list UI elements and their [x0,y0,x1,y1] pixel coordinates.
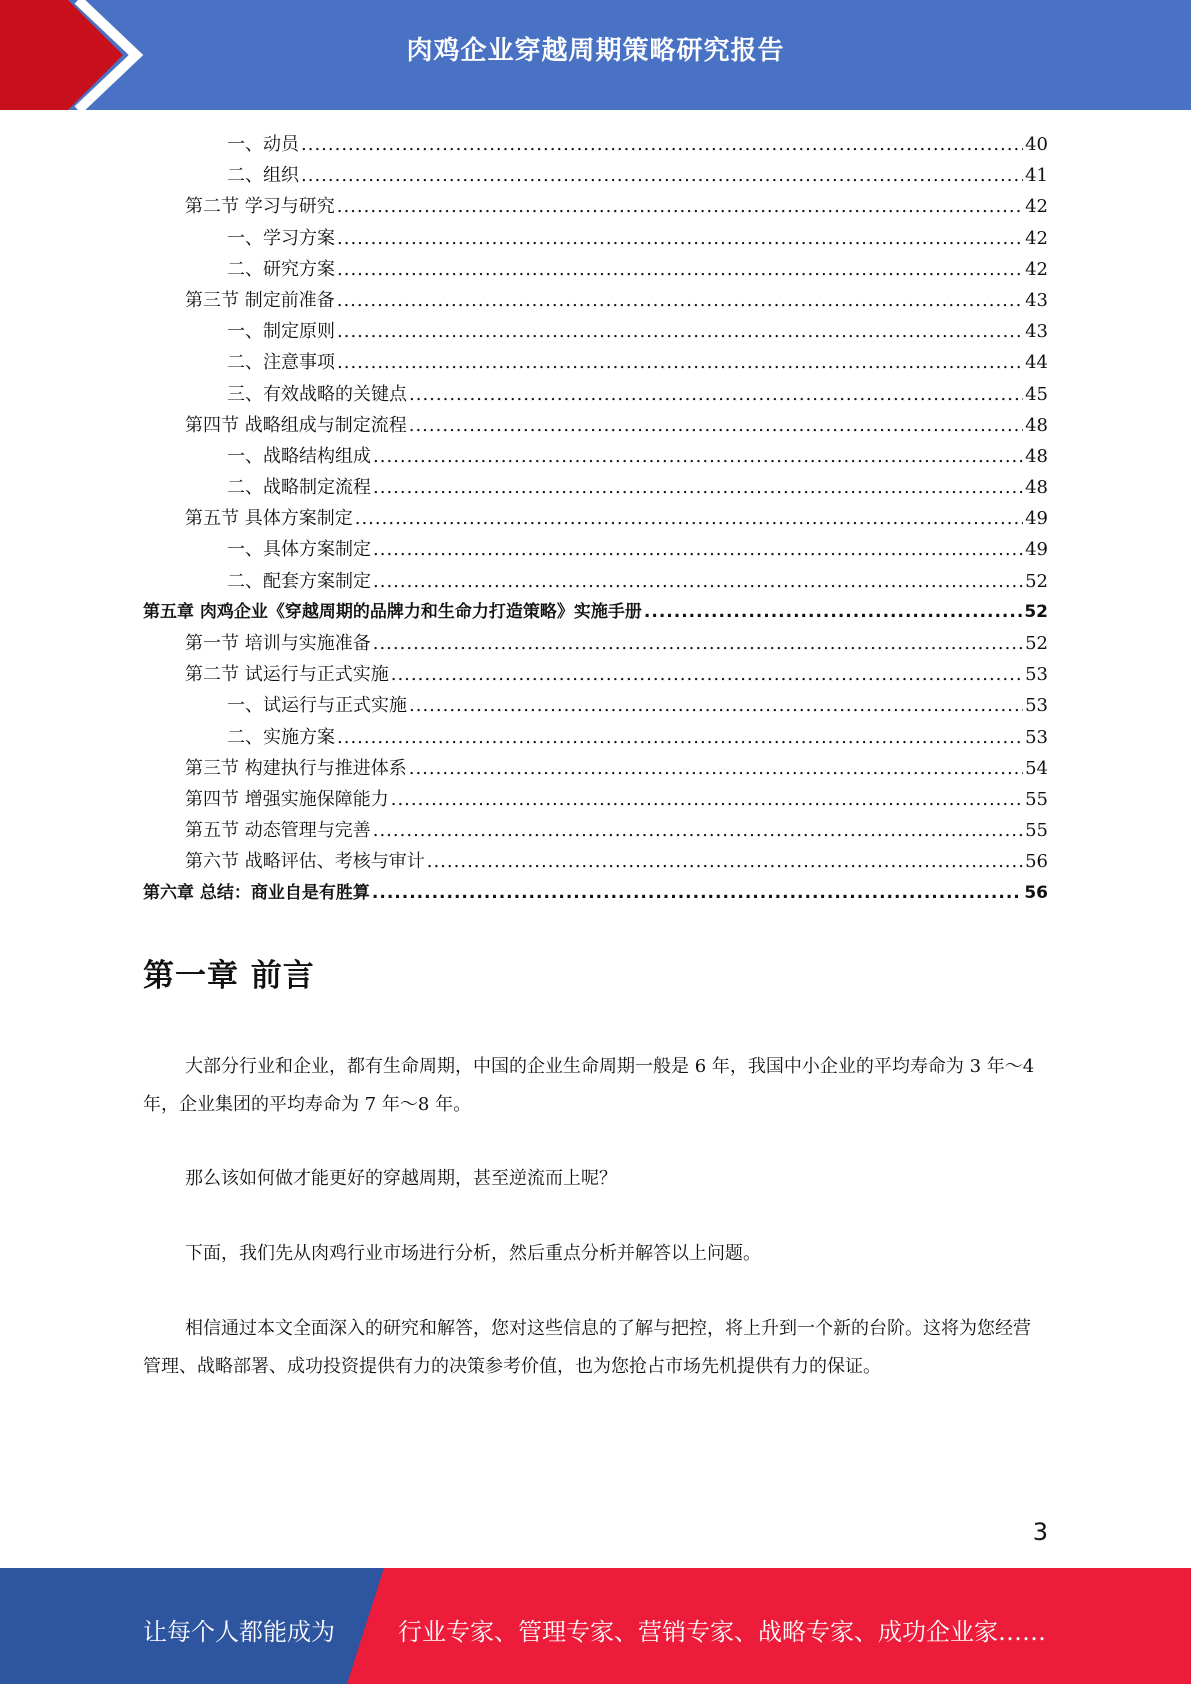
toc-entry[interactable] [143,659,1048,690]
toc-entry[interactable] [143,472,1048,503]
toc-entry-title: 第二节 学习与研究 [185,196,335,218]
toc-entry-title: 第六节 战略评估、考核与审计 [185,851,425,873]
toc-leader-dots [355,503,1023,534]
toc-entry[interactable] [143,223,1048,254]
toc-entry[interactable] [143,690,1048,721]
toc-entry-title: 一、试运行与正式实施 [227,695,407,717]
page-header [0,0,1191,110]
toc-leader-dots [391,784,1023,815]
toc-entry-title: 二、战略制定流程 [227,477,371,499]
table-of-contents [143,129,1048,909]
toc-entry-page: 55 [1025,820,1048,842]
toc-entry-title: 第二节 试运行与正式实施 [185,664,389,686]
toc-entry-page: 40 [1025,134,1048,155]
toc-leader-dots [373,566,1023,597]
toc-entry-title: 二、配套方案制定 [227,570,371,592]
toc-entry-page: 48 [1025,477,1048,499]
toc-leader-dots [301,160,1023,191]
toc-entry-page: 53 [1025,695,1048,717]
toc-leader-dots [373,534,1023,565]
toc-entry[interactable] [143,846,1048,877]
toc-entry-title: 第五节 具体方案制定 [185,508,353,530]
toc-entry[interactable] [143,129,1048,160]
toc-leader-dots [337,223,1023,254]
toc-entry[interactable] [143,347,1048,378]
toc-entry[interactable] [143,441,1048,472]
toc-entry[interactable] [143,160,1048,191]
page-number: 3 [1032,1518,1048,1546]
toc-entry-page: 52 [1025,570,1048,592]
chapter-title: 第一章 前言 [143,958,315,994]
report-title: 肉鸡企业穿越周期策略研究报告 [406,36,785,66]
toc-entry-title: 二、组织 [227,165,299,187]
toc-leader-dots [409,379,1023,410]
toc-entry-title: 第四节 增强实施保障能力 [185,788,389,810]
toc-entry-title: 三、有效战略的关键点 [227,383,407,405]
footer-slogan-left: 让每个人都能成为 [143,1618,335,1646]
toc-entry-page: 56 [1024,882,1048,903]
toc-entry-page: 43 [1025,321,1048,343]
paragraph-1: 大部分行业和企业，都有生命周期，中国的企业生命周期一般是 6 年，我国中小企业的平均寿命为 3 年～4 年，企业集团的平均寿命为 7 年～8 年。 [143,1056,1035,1115]
toc-entry[interactable] [143,316,1048,347]
toc-entry-title: 二、注意事项 [227,352,335,374]
toc-leader-dots [373,472,1023,503]
toc-entry-page: 45 [1025,383,1048,405]
toc-entry[interactable] [143,815,1048,846]
toc-leader-dots [373,815,1023,846]
toc-entry-page: 56 [1025,851,1048,873]
toc-entry-title: 第六章 总结：商业自是有胜算 [143,882,370,903]
toc-entry-title: 一、学习方案 [227,227,335,249]
toc-leader-dots [373,628,1023,659]
footer-slogan-right: 行业专家、管理专家、营销专家、战略专家、成功企业家…… [398,1618,1046,1646]
toc-leader-dots [409,690,1023,721]
toc-entry-title: 第三节 制定前准备 [185,289,335,311]
toc-entry-page: 42 [1025,196,1048,218]
toc-entry[interactable] [143,722,1048,753]
toc-entry-title: 一、动员 [227,134,299,155]
toc-entry[interactable] [143,410,1048,441]
paragraph-2: 那么该如何做才能更好的穿越周期，甚至逆流而上呢？ [185,1168,617,1189]
paragraph-4: 相信通过本文全面深入的研究和解答，您对这些信息的了解与把控，将上升到一个新的台阶。这将为您经营管理、战略部署、成功投资提供有力的决策参考价值，也为您抢占市场先机提供有力的保证。 [143,1318,1031,1377]
toc-entry-page: 53 [1025,726,1048,748]
toc-entry-title: 一、制定原则 [227,321,335,343]
toc-entry-page: 41 [1025,165,1048,187]
toc-leader-dots [409,753,1023,784]
paragraph-3: 下面，我们先从肉鸡行业市场进行分析，然后重点分析并解答以上问题。 [185,1243,761,1264]
toc-entry-page: 52 [1025,633,1048,654]
toc-entry[interactable] [143,597,1048,628]
toc-leader-dots [644,597,1022,628]
toc-entry[interactable] [143,191,1048,222]
toc-leader-dots [337,316,1023,347]
toc-entry-title: 二、研究方案 [227,258,335,280]
toc-leader-dots [391,659,1023,690]
toc-entry-page: 44 [1025,352,1048,374]
toc-entry-title: 第三节 构建执行与推进体系 [185,757,407,779]
toc-entry-page: 49 [1025,539,1048,561]
toc-leader-dots [427,846,1023,877]
toc-leader-dots [301,129,1023,160]
toc-leader-dots [337,254,1023,285]
toc-entry-title: 二、实施方案 [227,726,335,748]
toc-entry[interactable] [143,566,1048,597]
toc-entry[interactable] [143,503,1048,534]
toc-leader-dots [373,441,1023,472]
toc-entry[interactable] [143,878,1048,909]
toc-entry-page: 42 [1025,258,1048,280]
toc-entry-page: 49 [1025,508,1048,530]
toc-entry-page: 55 [1025,788,1048,810]
toc-entry-page: 53 [1025,664,1048,686]
toc-leader-dots [337,722,1023,753]
toc-entry-title: 第五章 肉鸡企业《穿越周期的品牌力和生命力打造策略》实施手册 [143,601,642,622]
toc-entry-page: 48 [1025,414,1048,436]
toc-entry[interactable] [143,753,1048,784]
toc-leader-dots [337,191,1023,222]
toc-leader-dots [372,878,1022,909]
toc-entry-page: 52 [1024,601,1048,622]
toc-entry-title: 一、战略结构组成 [227,445,371,467]
toc-leader-dots [337,347,1023,378]
toc-entry-title: 一、具体方案制定 [227,539,371,561]
toc-entry[interactable] [143,628,1048,659]
toc-entry[interactable] [143,254,1048,285]
toc-leader-dots [409,410,1023,441]
toc-entry-title: 第五节 动态管理与完善 [185,820,371,842]
toc-entry-page: 43 [1025,289,1048,311]
toc-entry-title: 第一节 培训与实施准备 [185,633,371,654]
toc-entry-page: 48 [1025,445,1048,467]
toc-entry[interactable] [143,784,1048,815]
toc-leader-dots [337,285,1023,316]
toc-entry-page: 54 [1025,757,1048,779]
toc-entry[interactable] [143,379,1048,410]
toc-entry-page: 42 [1025,227,1048,249]
toc-entry[interactable] [143,285,1048,316]
toc-entry-title: 第四节 战略组成与制定流程 [185,414,407,436]
toc-entry[interactable] [143,534,1048,565]
